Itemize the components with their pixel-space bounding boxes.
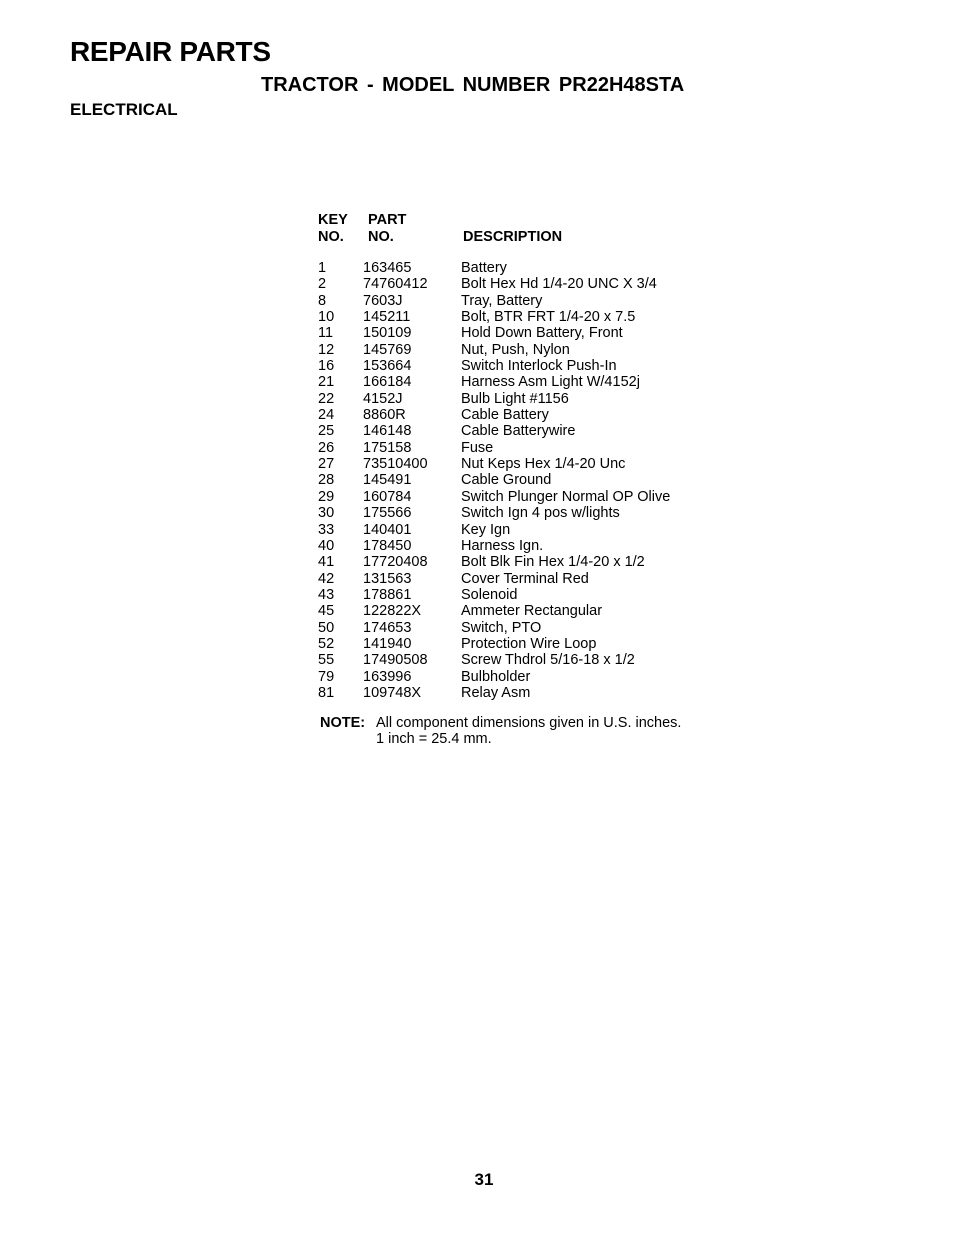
section-title: ELECTRICAL: [70, 100, 178, 119]
description-cell: Battery: [461, 260, 507, 276]
part-no-cell: 4152J: [363, 390, 403, 407]
key-no-cell: 16: [318, 358, 335, 375]
table-row: [318, 620, 738, 636]
part-no-cell: 109748X: [363, 684, 422, 701]
table-row: [318, 554, 738, 570]
table-row: [318, 309, 738, 325]
part-no-cell: 160784: [363, 488, 412, 505]
table-row: [318, 325, 738, 341]
key-no-cell: 55: [318, 652, 335, 669]
part-no-cell: 122822X: [363, 603, 422, 620]
description-cell: Cable Ground: [461, 472, 552, 489]
part-no-cell: 145211: [363, 309, 411, 326]
description-cell: Harness Asm Light W/4152j: [461, 374, 640, 391]
key-no-cell: 40: [318, 537, 335, 554]
table-row: [318, 374, 738, 390]
key-no-cell: 25: [318, 423, 335, 440]
table-row: [318, 391, 738, 407]
table-row: [318, 489, 738, 505]
part-no-cell: 175158: [363, 439, 412, 456]
part-no-cell: 74760412: [363, 276, 428, 293]
description-cell: Bolt, BTR FRT 1/4-20 x 7.5: [461, 309, 636, 326]
description-cell: Fuse: [461, 439, 494, 456]
note-label: NOTE:: [320, 715, 366, 732]
description-cell: Ammeter Rectangular: [461, 603, 603, 620]
key-no-cell: 43: [318, 586, 335, 603]
part-no-cell: 178861: [363, 586, 412, 603]
description-cell: Screw Thdrol 5/16-18 x 1/2: [461, 652, 635, 669]
part-no-cell: 73510400: [363, 456, 428, 473]
table-row: [318, 522, 738, 538]
description-cell: Switch Interlock Push-In: [461, 358, 617, 375]
table-row: [318, 505, 738, 521]
key-no-cell: 33: [318, 521, 335, 538]
part-no-cell: 17490508: [363, 652, 428, 669]
part-no-cell: 146148: [363, 423, 412, 440]
model-title: TRACTOR - MODEL NUMBER PR22H48STA: [261, 74, 685, 96]
key-no-cell: 24: [318, 407, 335, 424]
description-cell: Switch Plunger Normal OP Olive: [461, 488, 671, 505]
page-title: REPAIR PARTS: [70, 36, 271, 67]
table-row: [318, 440, 738, 456]
key-no-cell: 81: [318, 684, 335, 701]
part-no-cell: 140401: [363, 521, 412, 538]
key-no-cell: 50: [318, 619, 335, 636]
table-row: [318, 636, 738, 652]
part-no-cell: 178450: [363, 537, 412, 554]
part-no-cell: 145769: [363, 341, 412, 358]
description-cell: Cable Battery: [461, 407, 549, 424]
description-cell: Relay Asm: [461, 684, 531, 701]
part-no-cell: 17720408: [363, 554, 428, 571]
key-no-cell: 52: [318, 635, 335, 652]
description-cell: Tray, Battery: [461, 292, 543, 309]
page-number: 31: [474, 1170, 494, 1189]
table-row: [318, 276, 738, 292]
table-row: [318, 472, 738, 488]
parts-list-rows: [318, 260, 738, 701]
description-cell: Harness Ign.: [461, 537, 544, 554]
table-row: [318, 260, 738, 276]
part-no-cell: 141940: [363, 635, 412, 652]
key-no-cell: 21: [318, 374, 335, 391]
part-no-cell: 163465: [363, 260, 412, 276]
description-header: DESCRIPTION: [463, 229, 563, 245]
key-no-cell: 22: [318, 390, 335, 407]
description-cell: Nut Keps Hex 1/4-20 Unc: [461, 456, 626, 473]
description-cell: Switch Ign 4 pos w/lights: [461, 505, 620, 522]
table-row: [318, 293, 738, 309]
description-cell: Cover Terminal Red: [461, 570, 589, 587]
part-no-cell: 163996: [363, 668, 412, 685]
table-row: [318, 342, 738, 358]
table-row: [318, 571, 738, 587]
table-row: [318, 587, 738, 603]
table-row: [318, 456, 738, 472]
part-no-cell: 150109: [363, 325, 412, 342]
key-no-cell: 79: [318, 668, 335, 685]
description-cell: Hold Down Battery, Front: [461, 325, 623, 342]
part-no-cell: 8860R: [363, 407, 406, 424]
description-cell: Protection Wire Loop: [461, 635, 597, 652]
part-no-cell: 145491: [363, 472, 412, 489]
key-no-cell: 27: [318, 456, 335, 473]
key-no-cell: 2: [318, 276, 327, 293]
key-no-cell: 1: [318, 260, 327, 276]
description-cell: Bolt Blk Fin Hex 1/4-20 x 1/2: [461, 554, 645, 571]
table-row: [318, 358, 738, 374]
table-row: [318, 652, 738, 668]
part-no-cell: 7603J: [363, 292, 403, 309]
parts-list-header: [318, 212, 738, 252]
description-cell: Switch, PTO: [461, 619, 542, 636]
description-cell: Key Ign: [461, 521, 511, 538]
key-no-cell: 30: [318, 505, 335, 522]
table-row: [318, 407, 738, 423]
key-no-cell: 11: [318, 325, 334, 342]
description-cell: Solenoid: [461, 586, 518, 603]
description-cell: Bolt Hex Hd 1/4-20 UNC X 3/4: [461, 276, 657, 293]
table-row: [318, 685, 738, 701]
table-row: [318, 538, 738, 554]
key-no-cell: 28: [318, 472, 335, 489]
key-no-cell: 8: [318, 292, 327, 309]
part-no-cell: 131563: [363, 570, 412, 587]
key-no-cell: 42: [318, 570, 335, 587]
note-text-line1: All component dimensions given in U.S. inches.: [376, 715, 682, 732]
key-no-cell: 45: [318, 603, 335, 620]
part-no-cell: 166184: [363, 374, 412, 391]
part-no-cell: 174653: [363, 619, 412, 636]
table-row: [318, 669, 738, 685]
part-no-header: PART NO.: [368, 212, 407, 245]
description-cell: Nut, Push, Nylon: [461, 341, 570, 358]
description-cell: Bulb Light #1156: [461, 390, 569, 407]
description-cell: Cable Batterywire: [461, 423, 576, 440]
table-row: [318, 423, 738, 439]
part-no-cell: 153664: [363, 358, 412, 375]
key-no-cell: 41: [318, 554, 335, 571]
parts-list: [318, 212, 738, 748]
key-no-header: KEY NO.: [318, 212, 348, 245]
key-no-cell: 26: [318, 439, 335, 456]
key-no-cell: 12: [318, 341, 335, 358]
description-cell: Bulbholder: [461, 668, 531, 685]
key-no-cell: 10: [318, 309, 335, 326]
table-row: [318, 603, 738, 619]
note-text-line2: 1 inch = 25.4 mm.: [376, 731, 492, 748]
part-no-cell: 175566: [363, 505, 412, 522]
key-no-cell: 29: [318, 488, 335, 505]
